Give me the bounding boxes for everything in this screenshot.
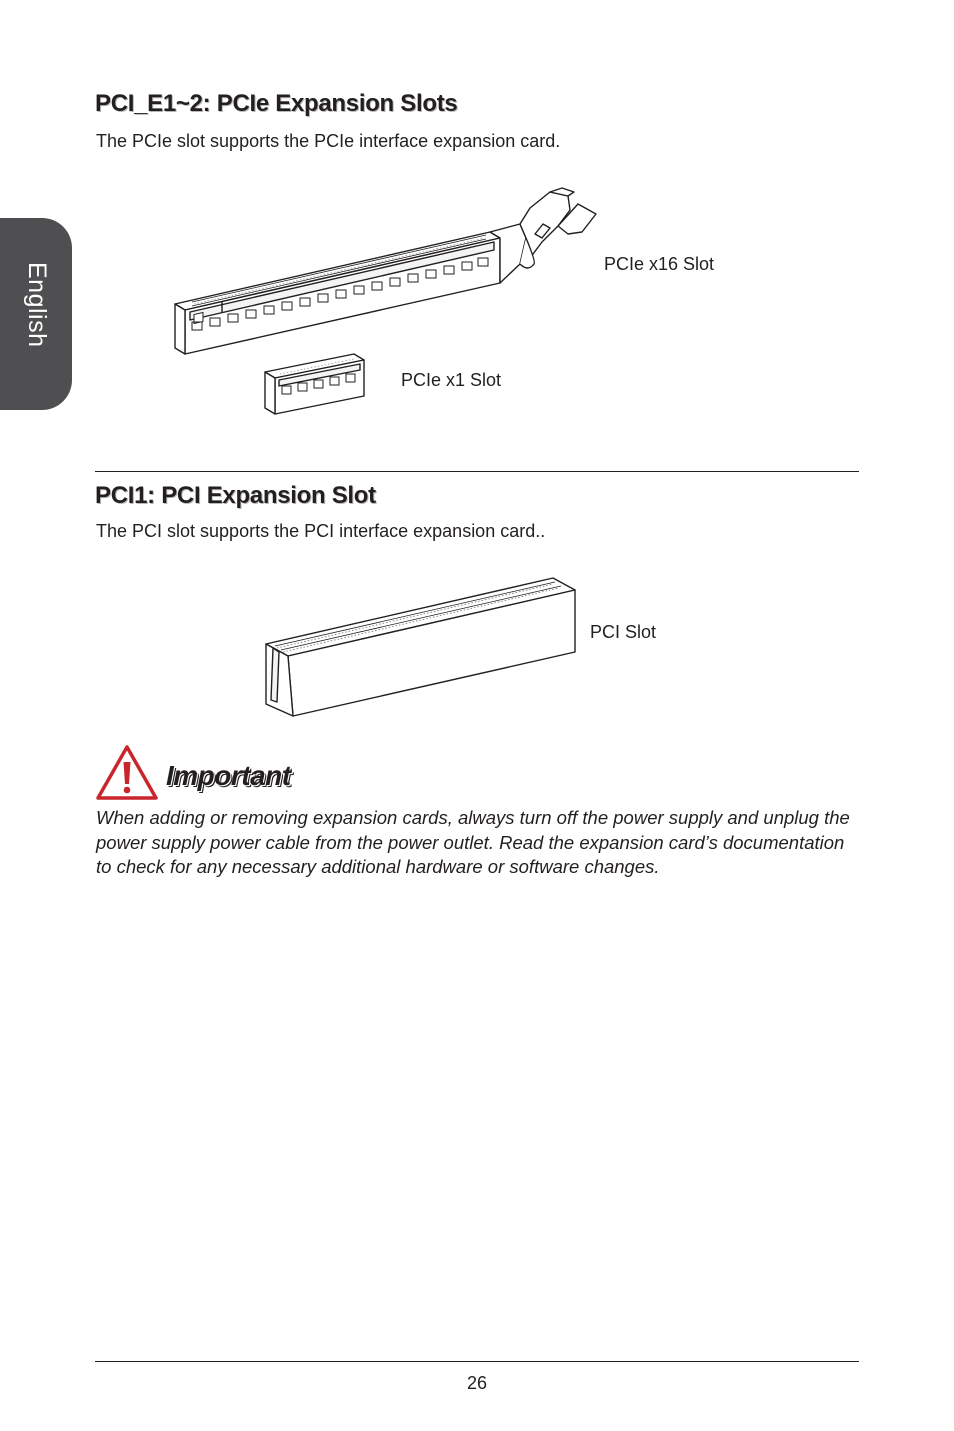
section-heading-pci: PCI1: PCI Expansion Slot	[95, 482, 376, 509]
section-heading-pcie: PCI_E1~2: PCIe Expansion Slots	[95, 90, 458, 117]
warning-triangle-icon	[95, 744, 159, 802]
language-tab-label: English	[23, 262, 51, 348]
pcie-x1-slot-illustration	[262, 352, 368, 416]
pcie-x16-slot-illustration	[170, 186, 610, 356]
section-divider	[95, 471, 859, 472]
section-description-pcie: The PCIe slot supports the PCIe interface expansion card.	[96, 131, 561, 151]
page-number: 26	[466, 1373, 488, 1393]
label-pcie-x1-slot: PCIe x1 Slot	[401, 370, 502, 390]
important-title: Important	[166, 760, 291, 791]
section-description-pci: The PCI slot supports the PCI interface expansion card..	[96, 521, 546, 541]
label-pcie-x16-slot: PCIe x16 Slot	[604, 254, 715, 274]
footer-divider	[95, 1361, 859, 1362]
label-pci-slot: PCI Slot	[590, 622, 657, 642]
important-text: When adding or removing expansion cards, always turn off the power supply and unplug the power supply power cable from the power outlet. Read the expansion card’s documentation to check for any necessary additional hardware or software changes.	[96, 807, 850, 877]
pci-slot-illustration	[263, 576, 581, 720]
